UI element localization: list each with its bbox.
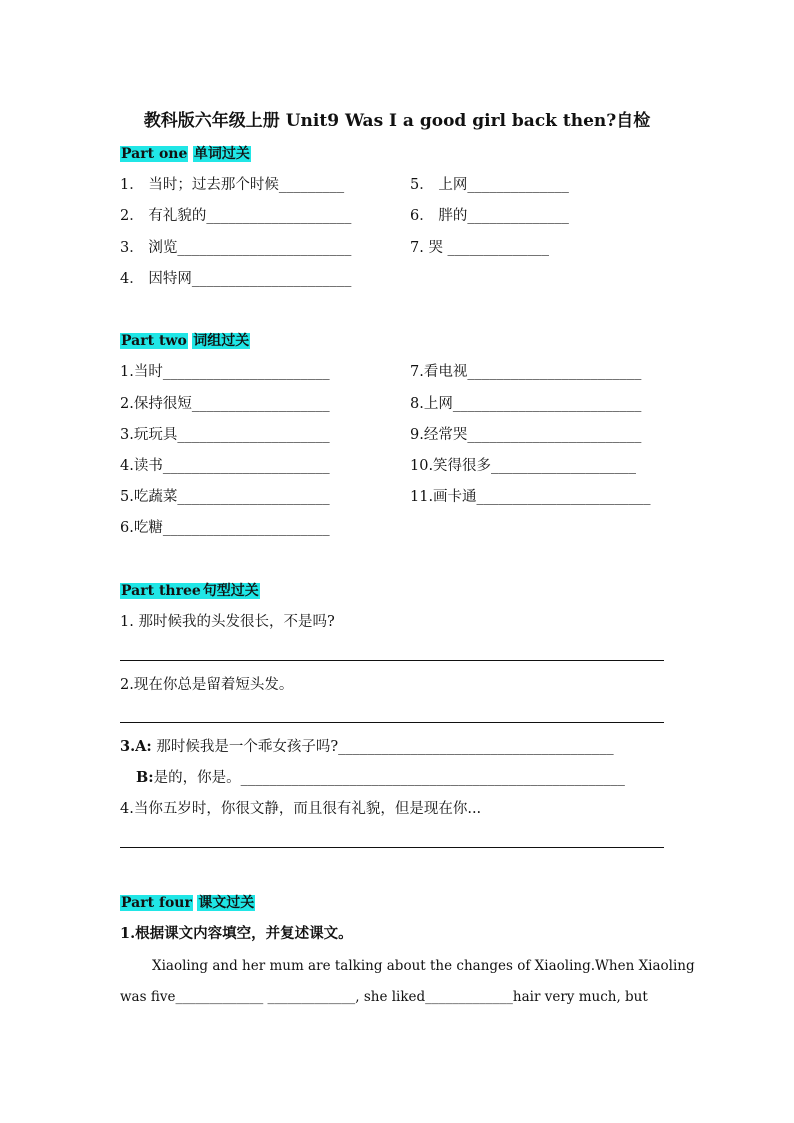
sentence-3b-text: 是的，你是。_____________________________________________________ [153,770,625,786]
speaker-b-label: B: [136,769,154,786]
answer-line-4 [120,847,664,848]
phrase-item-3: 3.玩玩具_____________________ [120,427,330,443]
phrase-item-1: 1.当时_______________________ [120,364,330,380]
instruction: 1.根据课文内容填空，并复述课文。 [120,925,353,942]
section-label-zh: 句型过关 [202,583,259,599]
section-label-en: Part two [121,333,187,349]
phrase-item-11: 11.画卡通________________________ [410,489,651,505]
passage-line-2: was five_____________ _____________, she liked_____________hair very much, but [120,989,648,1005]
word-item-5: 5． 上网______________ [410,177,569,193]
phrase-item-9: 9.经常哭________________________ [410,427,642,443]
section-label-en: Part four [121,895,192,911]
answer-line-1 [120,660,664,661]
speaker-a-label: 3.A: [120,738,152,755]
section-heading-part-two [120,331,250,351]
sentence-3b [136,768,625,788]
word-item-2: 2． 有礼貌的____________________ [120,208,352,224]
section-label-zh: 课文过关 [198,895,255,911]
passage-line-1: Xiaoling and her mum are talking about the changes of Xiaoling.When Xiaoling [152,958,695,974]
phrase-item-5: 5.吃蔬菜_____________________ [120,489,330,505]
phrase-item-4: 4.读书_______________________ [120,458,330,474]
phrase-item-8: 8.上网__________________________ [410,396,642,412]
page-title: 教科版六年级上册 Unit9 Was I a good girl back then?自检 [143,111,651,131]
answer-line-2 [120,722,664,723]
phrase-item-2: 2.保持很短___________________ [120,396,330,412]
sentence-1: 1. 那时候我的头发很长，不是吗? [120,614,335,630]
section-heading-part-four [120,893,255,913]
phrase-item-6: 6.吃糖_______________________ [120,520,330,536]
word-item-3: 3． 浏览________________________ [120,240,352,256]
sentence-2: 2.现在你总是留着短头发。 [120,677,294,693]
word-item-4: 4． 因特网______________________ [120,271,352,287]
section-label-zh: 词组过关 [193,333,250,349]
sentence-4: 4.当你五岁时，你很文静，而且很有礼貌，但是现在你... [120,801,482,817]
phrase-item-7: 7.看电视________________________ [410,364,642,380]
section-label-zh: 单词过关 [193,146,250,162]
sentence-3a-text: 那时候我是一个乖女孩子吗?______________________________________ [151,739,614,755]
word-item-1: 1． 当时；过去那个时候_________ [120,177,345,193]
word-item-6: 6． 胖的______________ [410,208,569,224]
section-heading-part-one [120,144,251,164]
section-label-en: Part three [121,583,201,599]
phrase-item-10: 10.笑得很多____________________ [410,458,637,474]
sentence-3a [120,737,614,757]
section-heading-part-three [120,581,260,601]
word-item-7: 7. 哭 ______________ [410,240,550,256]
section-label-en: Part one [121,146,188,162]
